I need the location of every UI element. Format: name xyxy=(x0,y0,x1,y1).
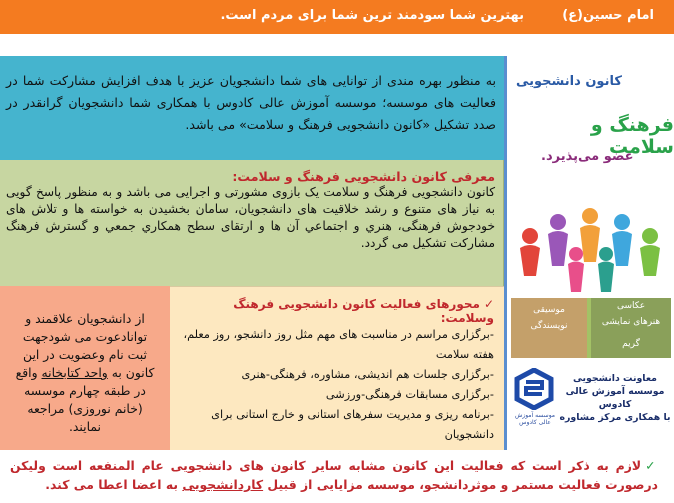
footer-text: لازم به ذکر است که فعالیت این کانون مشابه سایر کانون های دانشجویی عام المنفعه است ولیکن درصورت فعالیت مستمر و موثردانشجو، موسسه مزایایی از قبیل xyxy=(10,458,658,492)
promo-subtitle: فرهنگ و سلامت xyxy=(590,114,674,158)
activity-item: هفته سلامت xyxy=(435,348,494,361)
person-figure xyxy=(520,228,540,276)
note-text: واقع xyxy=(15,365,42,380)
header-gap xyxy=(0,34,674,56)
person-figure xyxy=(580,208,600,262)
check-icon: ✓ xyxy=(645,458,658,473)
people-circle-illustration xyxy=(510,196,672,296)
logo-caption: موسسه آموزش عالی کادوس xyxy=(514,412,556,426)
person-figure xyxy=(568,247,584,292)
student-work-link[interactable]: کاردانشجویی xyxy=(182,477,264,492)
activity-item: دانشجویان xyxy=(444,428,494,441)
column-divider xyxy=(504,56,507,450)
activity-item: -برنامه ریزی و مدیریت سفرهای استانی و خارج استانی برای xyxy=(211,408,494,421)
registration-note xyxy=(0,286,170,450)
note-line: ثبت نام وعضویت در این xyxy=(23,347,147,362)
intro-panel xyxy=(0,56,504,160)
dept-line: موسسه آموزش عالی xyxy=(565,386,665,397)
promo-tagline: عضو می‌پذیرد. xyxy=(541,149,634,164)
header-attribution: امام حسین(ع) xyxy=(562,8,654,23)
activity-item: -برگزاری مراسم در مناسبت های مهم مثل روز دانشجو، روز معلم، xyxy=(183,328,494,341)
gallery-label: نویسندگی xyxy=(530,321,568,331)
promo-title: کانون دانشجویی xyxy=(516,74,622,89)
footer-text: به اعضا اعطا می کند. xyxy=(45,477,183,492)
activities-heading xyxy=(176,297,494,325)
activity-item: -برگزاری مسابقات فرهنگی-ورزشی xyxy=(325,388,494,401)
gallery-label: گریم xyxy=(622,339,640,349)
header-quote: بهترین شما سودمند ترین شما برای مردم است. xyxy=(220,8,524,23)
person-figure xyxy=(548,214,568,266)
person-figure xyxy=(640,228,660,276)
library-unit-link[interactable]: واحد کتابخانه xyxy=(41,365,108,380)
arts-gallery-image xyxy=(511,298,671,358)
note-line: در طبقه چهارم موسسه xyxy=(24,383,146,398)
note-line: نمایند. xyxy=(68,419,102,434)
about-heading: معرفی کانون دانشجویی فرهنگ و سلامت: xyxy=(232,169,495,184)
intro-text: به منظور بهره مندی از توانایی های شما دانشجویان عزیز با هدف افزایش مشارکت شما در فعالیت های موسسه؛ موسسه آموزش عالی کادوس با همکاری شما دانشجویان گرانقدر در صدد تشکیل «کانون دانشجویی فرهنگ و سلامت» می باشد. xyxy=(6,73,496,132)
note-text: کانون به xyxy=(107,365,155,380)
activities-panel xyxy=(170,286,504,450)
header-bar xyxy=(0,0,674,34)
about-panel xyxy=(0,160,504,286)
note-line: از دانشجویان علاقمند و xyxy=(25,311,145,326)
footer-note xyxy=(0,450,674,503)
activity-item: -برگزاری جلسات هم اندیشی، مشاوره، فرهنگی-هنری xyxy=(241,368,494,381)
gallery-label: هنرهای نمایشی xyxy=(601,317,661,327)
check-icon: ✓ xyxy=(483,297,494,311)
gallery-label: موسیقی xyxy=(533,305,565,315)
note-line: توانادعوت می شودجهت xyxy=(22,329,148,344)
note-line xyxy=(10,364,160,382)
dept-line: معاونت دانشجویی xyxy=(573,373,657,384)
person-figure xyxy=(612,214,632,266)
department-info xyxy=(558,372,672,424)
dept-line: با همکاری مرکز مشاوره xyxy=(559,412,671,423)
activities-heading-text: محورهای فعالیت کانون دانشجویی فرهنگ وسلامت: xyxy=(233,297,494,325)
dept-line: کادوس xyxy=(598,399,632,410)
kadous-logo-icon xyxy=(514,368,554,410)
gallery-label: عکاسی xyxy=(616,301,646,311)
person-figure xyxy=(598,247,614,292)
note-line: (خانم نوروزی) مراجعه xyxy=(27,401,143,416)
about-text: کانون دانشجویی فرهنگ و سلامت یک بازوی مشورتی و اجرایی می باشد و به منظور پاسخ گویی به نیاز های متنوع و رشد خلاقیت های دانشجویان، سامان بخشیدن به خواسته ها و تلاش های خودجوش فرهنگی، هنري و اجتماعي آن ها و ارتقای سطح همکاري جمعي و گسترش فرهنگ مشارکت تشکیل می گردد. xyxy=(6,185,495,250)
